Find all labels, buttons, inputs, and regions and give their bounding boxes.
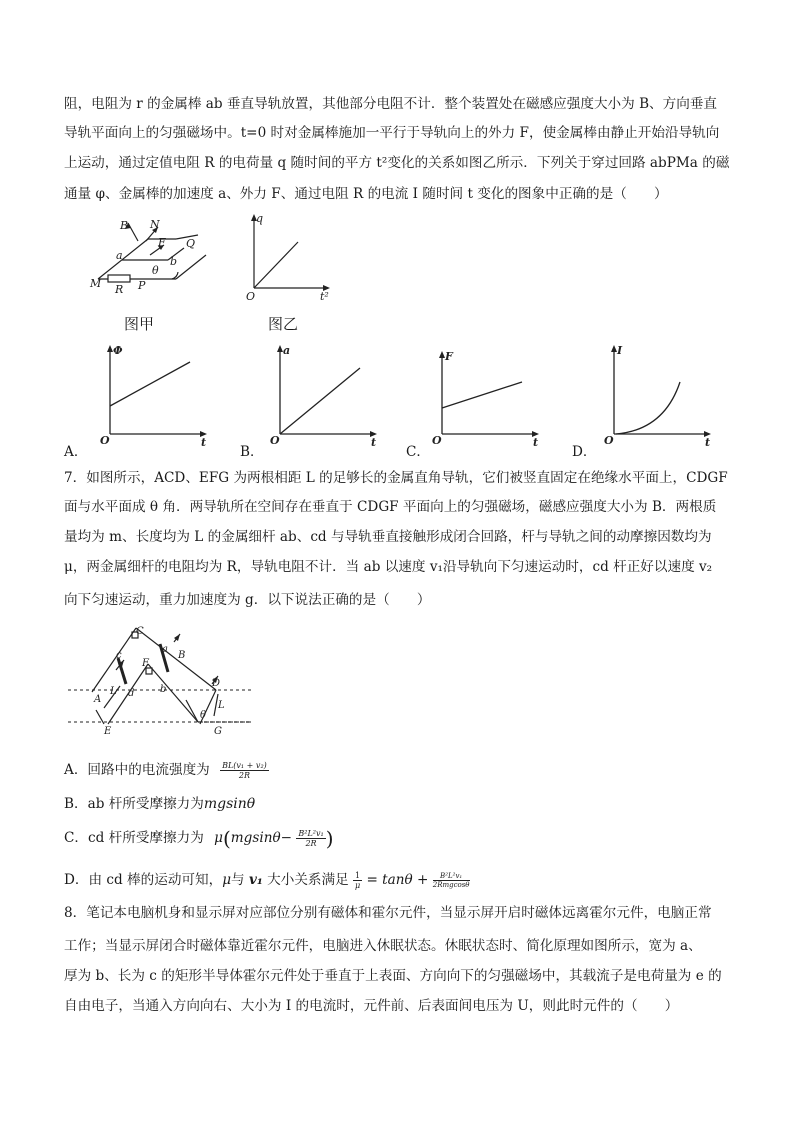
q7-fig-label-d: d: [128, 688, 135, 699]
fig-jia-label-M: M: [90, 277, 102, 290]
q7-fig-label-E: E: [104, 726, 112, 737]
q7-line-1: 7．如图所示，ACD、EFG 为两根相距 L 的足够长的金属直角导轨，它们被竖直固定在绝缘水平面上，CDGF: [64, 470, 728, 486]
option-a-letter[interactable]: A．: [64, 444, 88, 460]
q7-fig-label-B: B: [178, 650, 186, 661]
q8-line-4: 自由电子，当通入方向向右、大小为 I 的电流时，元件前、后表面间电压为 U，则此时元件的（ ）: [64, 998, 679, 1014]
q7-line-5: 向下匀速运动，重力加速度为 g．以下说法正确的是（ ）: [64, 592, 431, 608]
q7-option-d-text2: 与: [231, 872, 245, 888]
fig-jia-label-F: F: [158, 236, 166, 249]
fig-jia-label-N: N: [150, 218, 160, 231]
q7-fig-label-a: a: [162, 644, 168, 655]
q7-option-c-denominator: 2R: [305, 839, 317, 848]
q7-fig-label-F: F: [142, 658, 149, 669]
option-b-graph: [268, 342, 388, 448]
q8-line-2: 工作；当显示屏闭合时磁体靠近霍尔元件，电脑进入休眠状态。休眠状态时、简化原理如图所示，宽为 a、: [64, 938, 702, 954]
q7-option-d-text1: D．由 cd 棒的运动可知，: [64, 872, 223, 888]
fig-jia-label-Q: Q: [186, 237, 196, 250]
q7-fig-label-G: G: [214, 726, 222, 737]
option-b-origin: O: [270, 434, 280, 447]
q7-figure: [64, 620, 264, 740]
q8-line-3: 厚为 b、长为 c 的矩形半导体霍尔元件处于垂直于上表面、方向向下的匀强磁场中，其载流子是电荷量为 e 的: [64, 968, 722, 984]
q6-line-1: 阻，电阻为 r 的金属棒 ab 垂直导轨放置，其他部分电阻不计．整个装置处在磁感应强度大小为 B、方向垂直: [64, 96, 718, 112]
q7-option-c-mu: μ: [214, 830, 223, 846]
q7-fig-label-C: C: [136, 626, 144, 637]
q7-option-a-denominator: 2R: [238, 771, 250, 780]
q7-option-d-text3: 大小关系满足: [267, 872, 349, 888]
q7-option-d-denominator1: μ: [354, 881, 361, 890]
q7-option-c-close: ): [325, 826, 334, 851]
figure-jia-caption: 图甲: [124, 315, 155, 333]
q7-option-c-numerator: B²L²v₁: [298, 829, 324, 838]
q7-option-d-fraction1: [353, 871, 362, 890]
option-a-xlabel: t: [201, 436, 207, 448]
option-d-graph: [602, 342, 722, 448]
option-c-xlabel: t: [533, 436, 539, 448]
fig-yi-label-t2: t²: [320, 290, 329, 302]
option-a-graph: [98, 342, 218, 448]
q7-fig-label-A: A: [94, 694, 102, 705]
option-d-origin: O: [604, 434, 614, 447]
fig-jia-label-B: B: [120, 219, 129, 232]
q7-option-c-open: (: [222, 826, 231, 851]
q7-option-c-fraction: [296, 829, 325, 848]
q7-option-d-eq: = tanθ +: [366, 872, 429, 888]
q6-line-4: 通量 φ、金属棒的加速度 a、外力 F、通过电阻 R 的电流 I 随时间 t 变化的图象中正确的是（ ）: [64, 186, 668, 202]
fig-jia-label-b: b: [170, 255, 178, 268]
option-a-ylabel: Φ: [113, 344, 123, 357]
q7-line-3: 量均为 m、长度均为 L 的金属细杆 ab、cd 与导轨垂直接触形成闭合回路，杆与导轨之间的动摩擦因数均为: [64, 529, 712, 545]
q7-fig-label-L1: L: [110, 686, 117, 697]
q7-option-c-text: C．cd 杆所受摩擦力为: [64, 830, 204, 846]
q7-option-d-numerator2: B²L²v₁: [433, 872, 470, 881]
fig-yi-label-q: q: [256, 212, 264, 225]
q7-option-a-numerator: BL(v₁ + v₂): [222, 761, 267, 770]
q7-line-2: 面与水平面成 θ 角．两导轨所在空间存在垂直于 CDGF 平面向上的匀强磁场，磁感应强度大小为 B．两根质: [64, 499, 717, 515]
q7-option-a-text: A．回路中的电流强度为: [64, 762, 210, 778]
option-b-ylabel: a: [283, 344, 291, 357]
q7-option-d-fraction2: [433, 872, 470, 889]
q7-option-b-text: B．ab 杆所受摩擦力为: [64, 796, 204, 812]
option-d-xlabel: t: [705, 436, 711, 448]
fig-jia-label-P: P: [138, 279, 146, 292]
q7-fig-label-D: D: [212, 678, 221, 689]
q7-option-b[interactable]: [64, 792, 255, 812]
q7-option-c-main: mgsinθ−: [230, 830, 293, 846]
q7-option-d[interactable]: [64, 868, 470, 890]
option-a-origin: O: [100, 434, 110, 447]
q7-line-4: μ，两金属细杆的电阻均为 R，导轨电阻不计．当 ab 以速度 v₁沿导轨向下匀速运动时，cd 杆正好以速度 v₂: [64, 559, 713, 575]
q7-option-a[interactable]: [64, 758, 269, 780]
q7-fig-label-L2: L: [218, 700, 225, 711]
fig-yi-label-O: O: [246, 290, 256, 302]
q6-line-3: 上运动，通过定值电阻 R 的电荷量 q 随时间的平方 t²变化的关系如图乙所示．下列关于穿过回路 abPMa 的磁: [64, 155, 730, 171]
q7-option-d-v1: v₁: [248, 872, 263, 888]
q7-fig-label-b: b: [160, 684, 167, 695]
figure-jia: [88, 215, 208, 295]
fig-jia-label-R: R: [115, 283, 124, 295]
option-c-graph: [430, 348, 550, 448]
q7-fig-label-c: c: [116, 650, 122, 661]
q8-line-1: 8．笔记本电脑机身和显示屏对应部位分别有磁体和霍尔元件，当显示屏开启时磁体远离霍尔元件，电脑正常: [64, 905, 712, 921]
option-d-letter[interactable]: D．: [572, 444, 597, 460]
q6-line-2: 导轨平面向上的匀强磁场中。t=0 时对金属棒施加一平行于导轨向上的外力 F，使金属棒由静止开始沿导轨向: [64, 125, 720, 141]
q7-option-d-denominator2: 2Rmgcosθ: [432, 881, 470, 889]
figure-yi: [240, 212, 340, 302]
q7-option-c[interactable]: [64, 826, 334, 851]
q7-fig-label-theta: θ: [200, 710, 207, 721]
q7-option-d-numerator1: 1: [355, 871, 361, 880]
q7-option-b-math: mgsinθ: [203, 796, 256, 812]
q7-option-a-fraction: [220, 761, 269, 780]
q7-option-d-mu: μ: [222, 872, 232, 888]
option-c-origin: O: [432, 434, 442, 447]
option-c-letter[interactable]: C．: [406, 444, 430, 460]
option-b-xlabel: t: [371, 436, 377, 448]
fig-jia-label-a: a: [116, 249, 123, 262]
option-d-ylabel: I: [617, 344, 623, 357]
fig-jia-label-theta: θ: [152, 264, 159, 277]
figure-yi-caption: 图乙: [268, 315, 299, 333]
option-b-letter[interactable]: B．: [240, 444, 264, 460]
option-c-ylabel: F: [445, 350, 453, 363]
